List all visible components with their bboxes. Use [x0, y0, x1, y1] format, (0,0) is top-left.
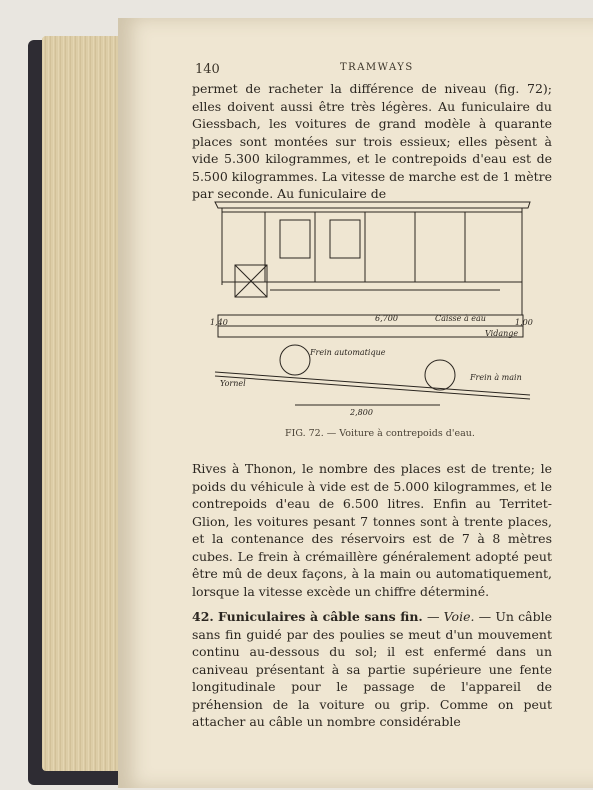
- running-head: TRAMWAYS: [340, 62, 414, 73]
- label-right-dim: 1,00: [515, 318, 533, 327]
- label-dimension-6700: 6,700: [375, 314, 398, 323]
- label-left-dim: 1,40: [210, 318, 228, 327]
- wheel-left: [280, 345, 310, 375]
- paragraph-2: Rives à Thonon, le nombre des places est de trente; le poids du véhicule à vide est de 5.000 kilogrammes, et le contrepoids d'eau de 6.500 litres. Enfin au Territet-Glion, les voitures pesant 7 tonnes sont à trente places, et la contenance des réservoirs est de 7 à 8 mètres cubes. Le frein à crémaillère généralement adopté peut être mû de deux façons, à la main ou automatiquement, lorsque la vitesse excède un chiffre déterminé.: [192, 461, 552, 599]
- window-right: [330, 220, 360, 258]
- section-title: Funiculaires à câble sans fin.: [217, 609, 423, 624]
- label-frein-auto: Frein automatique: [310, 348, 386, 357]
- label-vidange: Vidange: [485, 329, 519, 338]
- section-42: 42. Funiculaires à câble sans fin. — Voie. — Un câble sans fin guidé par des poulies se meut d'un mouvement continu au-dessous du sol; il est enfermé dans un caniveau présentant à sa partie supérieure une fente longitudinale pour le passage de l'appareil de préhension de la voiture ou grip. Comme on peut attacher au câble un nombre considérable: [192, 609, 552, 729]
- figure-caption: FIG. 72. — Voiture à contrepoids d'eau.: [285, 428, 475, 439]
- label-signature: Yornel: [220, 379, 246, 388]
- label-caisse: Caisse à eau: [435, 314, 486, 323]
- page-header: [195, 62, 565, 82]
- label-frein-main: Frein à main: [470, 373, 522, 382]
- label-dimension-2800: 2,800: [350, 408, 373, 417]
- page-number: 140: [195, 62, 220, 77]
- figure-72-tramcar: [210, 190, 535, 420]
- section-number: 42.: [192, 609, 214, 624]
- window-left: [280, 220, 310, 258]
- wheel-right: [425, 360, 455, 390]
- section-subhead: Voie.: [443, 609, 475, 624]
- section-text: Un câble sans fin guidé par des poulies se meut d'un mouvement continu au-dessous du sol; il est enfermé dans un caniveau présentant à sa partie supérieure une fente longitudinale pour le passage de l'appareil de préhension de la voiture ou grip. Comme on peut attacher au câble un nombre considérable: [192, 609, 552, 729]
- roof-line: [215, 202, 530, 208]
- paragraph-1: permet de racheter la différence de niveau (fig. 72); elles doivent aussi être très légères. Au funiculaire du Giessbach, les voitures de grand modèle à quarante places sont montées sur trois essieux; elles pèsent à vide 5.300 kilogrammes, et le contrepoids d'eau est de 5.500 kilogrammes. La vitesse de marche est de 1 mètre par seconde. Au funiculaire de: [192, 81, 552, 201]
